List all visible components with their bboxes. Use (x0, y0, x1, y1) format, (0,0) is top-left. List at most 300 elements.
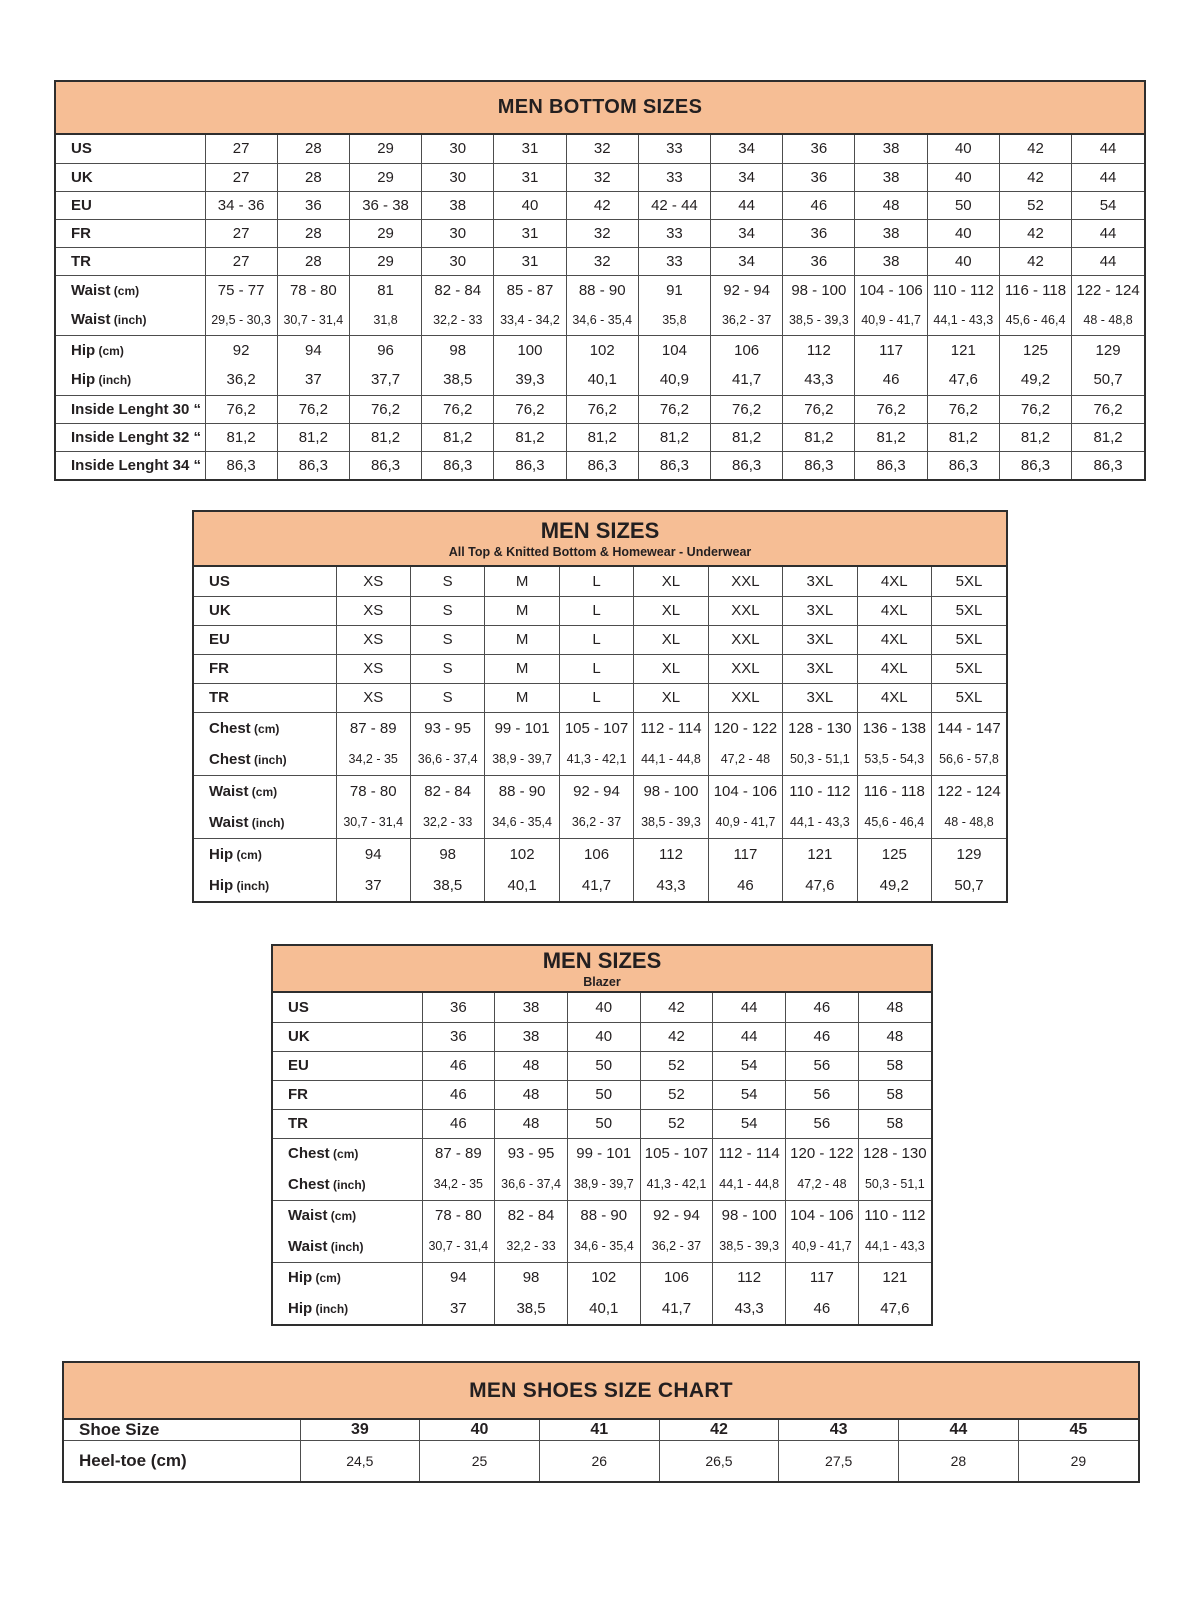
table-cell: 86,3 (422, 451, 494, 479)
table-cell: 52 (640, 1080, 713, 1109)
table-cell: XS (336, 596, 410, 625)
table-cell: 98 (410, 838, 484, 870)
table-cell: 76,2 (711, 395, 783, 423)
table-row (56, 219, 1144, 247)
table-cell: 48 (495, 1109, 568, 1138)
table-cell: 104 - 106 (855, 275, 927, 305)
row-label: Hip (inch) (288, 1300, 349, 1317)
table-cell: S (410, 683, 484, 712)
row-label: Hip (cm) (209, 845, 262, 863)
table-cell: 25 (420, 1441, 540, 1481)
table-cell: 125 (999, 335, 1071, 365)
table-cell: 122 - 124 (932, 775, 1007, 807)
table-cell: XL (634, 683, 708, 712)
table-cell: M (485, 567, 559, 596)
table-cell: S (410, 596, 484, 625)
table-cell: 30,7 - 31,4 (422, 1231, 495, 1262)
table-cell: 28 (899, 1441, 1019, 1481)
table-row (194, 807, 1006, 839)
men-sizes-top-body (194, 567, 1006, 901)
table-cell: 86,3 (205, 451, 277, 479)
table-cell: 76,2 (855, 395, 927, 423)
table-cell: 99 - 101 (567, 1138, 640, 1169)
table-cell: 43,3 (713, 1293, 786, 1324)
table-cell: 27 (205, 247, 277, 275)
table-cell: 34 (711, 135, 783, 163)
table-row (56, 191, 1144, 219)
table-cell: 86,3 (349, 451, 421, 479)
table-cell: 105 - 107 (559, 712, 633, 744)
table-cell: XS (336, 683, 410, 712)
table-cell: 98 - 100 (634, 775, 708, 807)
table-cell: 34,6 - 35,4 (566, 305, 638, 335)
row-label: EU (273, 1051, 422, 1080)
row-label: EU (194, 625, 336, 654)
table-cell: 46 (422, 1109, 495, 1138)
table-cell: 38 (422, 191, 494, 219)
table-row (194, 567, 1006, 596)
table-cell: 125 (857, 838, 931, 870)
table-cell: 32,2 - 33 (495, 1231, 568, 1262)
table-title: MEN SIZES (542, 948, 662, 973)
table-row (194, 870, 1006, 902)
table-cell: XL (634, 596, 708, 625)
table-cell: 31 (494, 247, 566, 275)
table-cell: 44,1 - 44,8 (713, 1169, 786, 1200)
table-cell: 40,9 - 41,7 (708, 807, 782, 839)
table-cell: 44 (711, 191, 783, 219)
table-cell: 87 - 89 (336, 712, 410, 744)
row-label: Chest (inch) (194, 744, 336, 776)
table-cell: 39 (300, 1420, 420, 1441)
table-cell: 93 - 95 (410, 712, 484, 744)
table-cell: 26 (539, 1441, 659, 1481)
row-label: Hip (inch) (209, 876, 270, 894)
table-cell: 33 (638, 163, 710, 191)
row-label: Waist (inch) (194, 807, 336, 839)
table-row (56, 247, 1144, 275)
table-cell: 56 (786, 1051, 859, 1080)
table-cell: 30 (422, 219, 494, 247)
table-cell: 76,2 (422, 395, 494, 423)
table-cell: 86,3 (927, 451, 999, 479)
row-label: Hip (inch) (56, 365, 205, 395)
table-cell: 100 (494, 335, 566, 365)
row-label-unit: (inch) (233, 878, 270, 893)
table-cell: XS (336, 625, 410, 654)
row-label: FR (56, 219, 205, 247)
men-sizes-blazer-body (273, 993, 931, 1324)
table-cell: 112 (783, 335, 855, 365)
table-cell: 48 (855, 191, 927, 219)
table-cell: 40,9 - 41,7 (855, 305, 927, 335)
table-cell: 48 (495, 1051, 568, 1080)
row-label-unit: (cm) (233, 847, 262, 862)
men-sizes-blazer-table (271, 944, 933, 1326)
table-cell: 136 - 138 (857, 712, 931, 744)
table-cell: 102 (566, 335, 638, 365)
table-cell: 38 (495, 993, 568, 1022)
table-cell: 41,3 - 42,1 (559, 744, 633, 776)
table-cell: 26,5 (659, 1441, 779, 1481)
table-cell: 82 - 84 (422, 275, 494, 305)
table-cell: 76,2 (494, 395, 566, 423)
table-cell: 3XL (783, 567, 857, 596)
row-label-unit: (inch) (327, 1239, 364, 1254)
men-bottom-sizes-table (54, 80, 1146, 481)
table-cell: 78 - 80 (336, 775, 410, 807)
table-cell: 54 (1072, 191, 1144, 219)
row-label: Inside Lenght 30 “ (56, 395, 205, 423)
table-cell: 36,2 - 37 (711, 305, 783, 335)
table-cell: 98 - 100 (783, 275, 855, 305)
table-cell: 76,2 (1072, 395, 1144, 423)
table-cell: 31 (494, 219, 566, 247)
table-cell: 110 - 112 (858, 1200, 931, 1231)
row-label: TR (273, 1109, 422, 1138)
row-label: Waist (cm) (71, 281, 140, 299)
table-cell: 120 - 122 (786, 1138, 859, 1169)
table-cell: 85 - 87 (494, 275, 566, 305)
table-cell: 94 (336, 838, 410, 870)
table-row (273, 1200, 931, 1231)
table-subtitle: All Top & Knitted Bottom & Homewear - Underwear (448, 545, 752, 559)
row-label: TR (56, 247, 205, 275)
table-cell: 40 (567, 1022, 640, 1051)
table-cell: 40 (567, 993, 640, 1022)
table-cell: 36 (783, 135, 855, 163)
table-row (194, 838, 1006, 870)
table-cell: 27,5 (779, 1441, 899, 1481)
table-cell: 40,9 (638, 365, 710, 395)
table-cell: 86,3 (277, 451, 349, 479)
table-cell: 27 (205, 219, 277, 247)
table-cell: 56,6 - 57,8 (932, 744, 1007, 776)
table-row (273, 1262, 931, 1293)
men-sizes-top-title-bar (194, 512, 1006, 567)
table-row (56, 423, 1144, 451)
table-cell: 94 (277, 335, 349, 365)
table-cell: XS (336, 654, 410, 683)
table-cell: 33,4 - 34,2 (494, 305, 566, 335)
table-cell: 36 - 38 (349, 191, 421, 219)
table-cell: 88 - 90 (566, 275, 638, 305)
table-cell: 31,8 (349, 305, 421, 335)
table-cell: 81,2 (638, 423, 710, 451)
table-cell: 28 (277, 219, 349, 247)
table-cell: 47,6 (927, 365, 999, 395)
table-cell: 3XL (783, 654, 857, 683)
row-label-unit: (cm) (95, 343, 124, 358)
table-cell: 76,2 (205, 395, 277, 423)
men-bottom-sizes-title-bar (56, 82, 1144, 135)
table-cell: 92 - 94 (640, 1200, 713, 1231)
table-cell: 4XL (857, 625, 931, 654)
table-cell: 5XL (932, 596, 1007, 625)
row-label-unit: (inch) (312, 1302, 349, 1316)
table-cell: 46 (786, 993, 859, 1022)
table-row (56, 335, 1144, 365)
table-cell: 86,3 (783, 451, 855, 479)
table-cell: 46 (855, 365, 927, 395)
table-cell: 47,6 (858, 1293, 931, 1324)
table-cell: 46 (786, 1293, 859, 1324)
table-cell: 45,6 - 46,4 (857, 807, 931, 839)
table-cell: 44 (1072, 135, 1144, 163)
row-label: Waist (cm) (209, 782, 278, 800)
row-label: Chest (cm) (209, 719, 280, 737)
table-cell: 44 (1072, 219, 1144, 247)
table-cell: 76,2 (638, 395, 710, 423)
table-cell: 39,3 (494, 365, 566, 395)
table-cell: 117 (708, 838, 782, 870)
table-cell: 81,2 (205, 423, 277, 451)
table-cell: 81,2 (422, 423, 494, 451)
table-cell: 42 (999, 163, 1071, 191)
table-cell: 29 (349, 247, 421, 275)
table-cell: 88 - 90 (567, 1200, 640, 1231)
table-cell: 86,3 (711, 451, 783, 479)
table-cell: 37,7 (349, 365, 421, 395)
table-cell: 40,1 (567, 1293, 640, 1324)
table-cell: 38,5 - 39,3 (783, 305, 855, 335)
table-row (194, 744, 1006, 776)
men-shoes-title-bar (64, 1363, 1138, 1420)
table-cell: 76,2 (999, 395, 1071, 423)
table-title: MEN SIZES (540, 518, 660, 543)
table-cell: XXL (708, 567, 782, 596)
table-cell: 3XL (783, 596, 857, 625)
table-cell: 34,6 - 35,4 (567, 1231, 640, 1262)
row-label: FR (273, 1080, 422, 1109)
table-cell: 50,3 - 51,1 (783, 744, 857, 776)
table-row (194, 775, 1006, 807)
table-cell: 48 - 48,8 (1072, 305, 1144, 335)
table-cell: 46 (783, 191, 855, 219)
table-cell: 87 - 89 (422, 1138, 495, 1169)
row-label: Chest (inch) (273, 1169, 422, 1200)
table-cell: 32 (566, 135, 638, 163)
row-label: Shoe Size (64, 1420, 300, 1441)
table-row (273, 993, 931, 1022)
table-row (273, 1022, 931, 1051)
table-cell: 38 (855, 247, 927, 275)
table-cell: 129 (932, 838, 1007, 870)
row-label: Waist (inch) (56, 305, 205, 335)
table-cell: 34 - 36 (205, 191, 277, 219)
table-cell: 40,9 - 41,7 (786, 1231, 859, 1262)
table-cell: 106 (640, 1262, 713, 1293)
table-row (194, 596, 1006, 625)
row-label-unit: (cm) (250, 721, 280, 736)
table-cell: 28 (277, 163, 349, 191)
table-cell: S (410, 654, 484, 683)
men-shoes-size-table (62, 1361, 1140, 1483)
table-cell: 86,3 (638, 451, 710, 479)
size-grid (56, 135, 1144, 479)
table-cell: 44 (1072, 247, 1144, 275)
table-cell: 38,5 - 39,3 (634, 807, 708, 839)
table-cell: L (559, 625, 633, 654)
table-cell: 75 - 77 (205, 275, 277, 305)
table-cell: 112 (713, 1262, 786, 1293)
table-cell: 44,1 - 43,3 (783, 807, 857, 839)
row-label: UK (273, 1022, 422, 1051)
table-cell: 29 (349, 163, 421, 191)
table-cell: 81,2 (566, 423, 638, 451)
table-cell: 78 - 80 (422, 1200, 495, 1231)
table-cell: 81,2 (855, 423, 927, 451)
table-row (273, 1080, 931, 1109)
table-cell: 46 (786, 1022, 859, 1051)
table-cell: 38 (855, 135, 927, 163)
table-cell: 42 (640, 1022, 713, 1051)
table-cell: 3XL (783, 625, 857, 654)
table-cell: 46 (422, 1080, 495, 1109)
table-cell: 35,8 (638, 305, 710, 335)
table-cell: 36,2 - 37 (640, 1231, 713, 1262)
row-label: Waist (inch) (273, 1231, 422, 1262)
table-cell: L (559, 567, 633, 596)
table-cell: 105 - 107 (640, 1138, 713, 1169)
men-sizes-top-table (192, 510, 1008, 903)
table-cell: 102 (567, 1262, 640, 1293)
table-cell: 49,2 (999, 365, 1071, 395)
table-cell: 128 - 130 (858, 1138, 931, 1169)
table-cell: 40 (927, 163, 999, 191)
table-cell: 53,5 - 54,3 (857, 744, 931, 776)
table-cell: 112 (634, 838, 708, 870)
table-cell: 40,1 (566, 365, 638, 395)
table-cell: 32 (566, 219, 638, 247)
table-cell: 81,2 (999, 423, 1071, 451)
row-label: Hip (cm) (71, 341, 124, 359)
table-cell: 5XL (932, 625, 1007, 654)
table-cell: 5XL (932, 683, 1007, 712)
table-cell: 117 (786, 1262, 859, 1293)
row-label-unit: (cm) (110, 283, 140, 298)
table-cell: 128 - 130 (783, 712, 857, 744)
table-cell: 121 (927, 335, 999, 365)
table-cell: 41,3 - 42,1 (640, 1169, 713, 1200)
table-cell: 98 (495, 1262, 568, 1293)
table-cell: 4XL (857, 654, 931, 683)
size-grid (194, 567, 1006, 901)
table-cell: 32,2 - 33 (410, 807, 484, 839)
table-cell: 46 (422, 1051, 495, 1080)
table-cell: S (410, 567, 484, 596)
table-cell: 52 (640, 1051, 713, 1080)
table-cell: 81,2 (783, 423, 855, 451)
row-label-unit: (inch) (250, 752, 287, 767)
table-cell: 50,7 (932, 870, 1007, 902)
table-cell: 93 - 95 (495, 1138, 568, 1169)
table-cell: XS (336, 567, 410, 596)
table-cell: 34 (711, 163, 783, 191)
table-cell: 47,6 (783, 870, 857, 902)
table-cell: 81,2 (277, 423, 349, 451)
table-cell: 98 (422, 335, 494, 365)
table-cell: 41 (539, 1420, 659, 1441)
table-cell: 58 (858, 1051, 931, 1080)
table-cell: 34,2 - 35 (336, 744, 410, 776)
row-label-unit: (cm) (327, 1209, 357, 1224)
men-bottom-sizes-body (56, 135, 1144, 479)
table-cell: 36,2 - 37 (559, 807, 633, 839)
table-cell: L (559, 596, 633, 625)
table-cell: 43 (779, 1420, 899, 1441)
table-cell: 34 (711, 219, 783, 247)
table-cell: 29 (1018, 1441, 1138, 1481)
table-cell: 76,2 (927, 395, 999, 423)
table-cell: 58 (858, 1109, 931, 1138)
table-cell: 44 (713, 1022, 786, 1051)
table-cell: 112 - 114 (713, 1138, 786, 1169)
table-row (273, 1109, 931, 1138)
table-row (56, 163, 1144, 191)
table-cell: 29,5 - 30,3 (205, 305, 277, 335)
table-cell: 32 (566, 163, 638, 191)
table-cell: 31 (494, 163, 566, 191)
table-title: MEN SHOES SIZE CHART (469, 1378, 733, 1402)
table-cell: 110 - 112 (783, 775, 857, 807)
table-cell: 56 (786, 1080, 859, 1109)
table-cell: 36 (783, 247, 855, 275)
table-row (194, 712, 1006, 744)
table-cell: L (559, 654, 633, 683)
table-cell: 104 (638, 335, 710, 365)
table-cell: 30,7 - 31,4 (277, 305, 349, 335)
table-cell: 81,2 (494, 423, 566, 451)
table-cell: 30,7 - 31,4 (336, 807, 410, 839)
table-row (56, 395, 1144, 423)
table-cell: 38,5 - 39,3 (713, 1231, 786, 1262)
table-cell: 36,6 - 37,4 (410, 744, 484, 776)
table-cell: 5XL (932, 567, 1007, 596)
table-row (273, 1169, 931, 1200)
table-cell: 117 (855, 335, 927, 365)
table-cell: 27 (205, 163, 277, 191)
table-cell: 76,2 (783, 395, 855, 423)
table-cell: 144 - 147 (932, 712, 1007, 744)
row-label: FR (194, 654, 336, 683)
table-cell: 42 (999, 219, 1071, 247)
table-cell: 92 - 94 (711, 275, 783, 305)
row-label: UK (194, 596, 336, 625)
table-cell: 33 (638, 219, 710, 247)
table-cell: 86,3 (999, 451, 1071, 479)
table-cell: 36,6 - 37,4 (495, 1169, 568, 1200)
table-cell: 30 (422, 247, 494, 275)
table-cell: 44,1 - 43,3 (858, 1231, 931, 1262)
row-label: US (273, 993, 422, 1022)
table-cell: 81 (349, 275, 421, 305)
table-cell: 31 (494, 135, 566, 163)
table-cell: 86,3 (566, 451, 638, 479)
table-cell: 38,5 (410, 870, 484, 902)
table-cell: 38,5 (495, 1293, 568, 1324)
table-cell: 50 (927, 191, 999, 219)
table-cell: 44 (1072, 163, 1144, 191)
table-cell: 44,1 - 44,8 (634, 744, 708, 776)
table-cell: 76,2 (349, 395, 421, 423)
table-row (56, 365, 1144, 395)
table-cell: 42 (640, 993, 713, 1022)
table-cell: 5XL (932, 654, 1007, 683)
table-cell: 37 (336, 870, 410, 902)
row-label: EU (56, 191, 205, 219)
row-label-unit: (cm) (329, 1147, 359, 1162)
